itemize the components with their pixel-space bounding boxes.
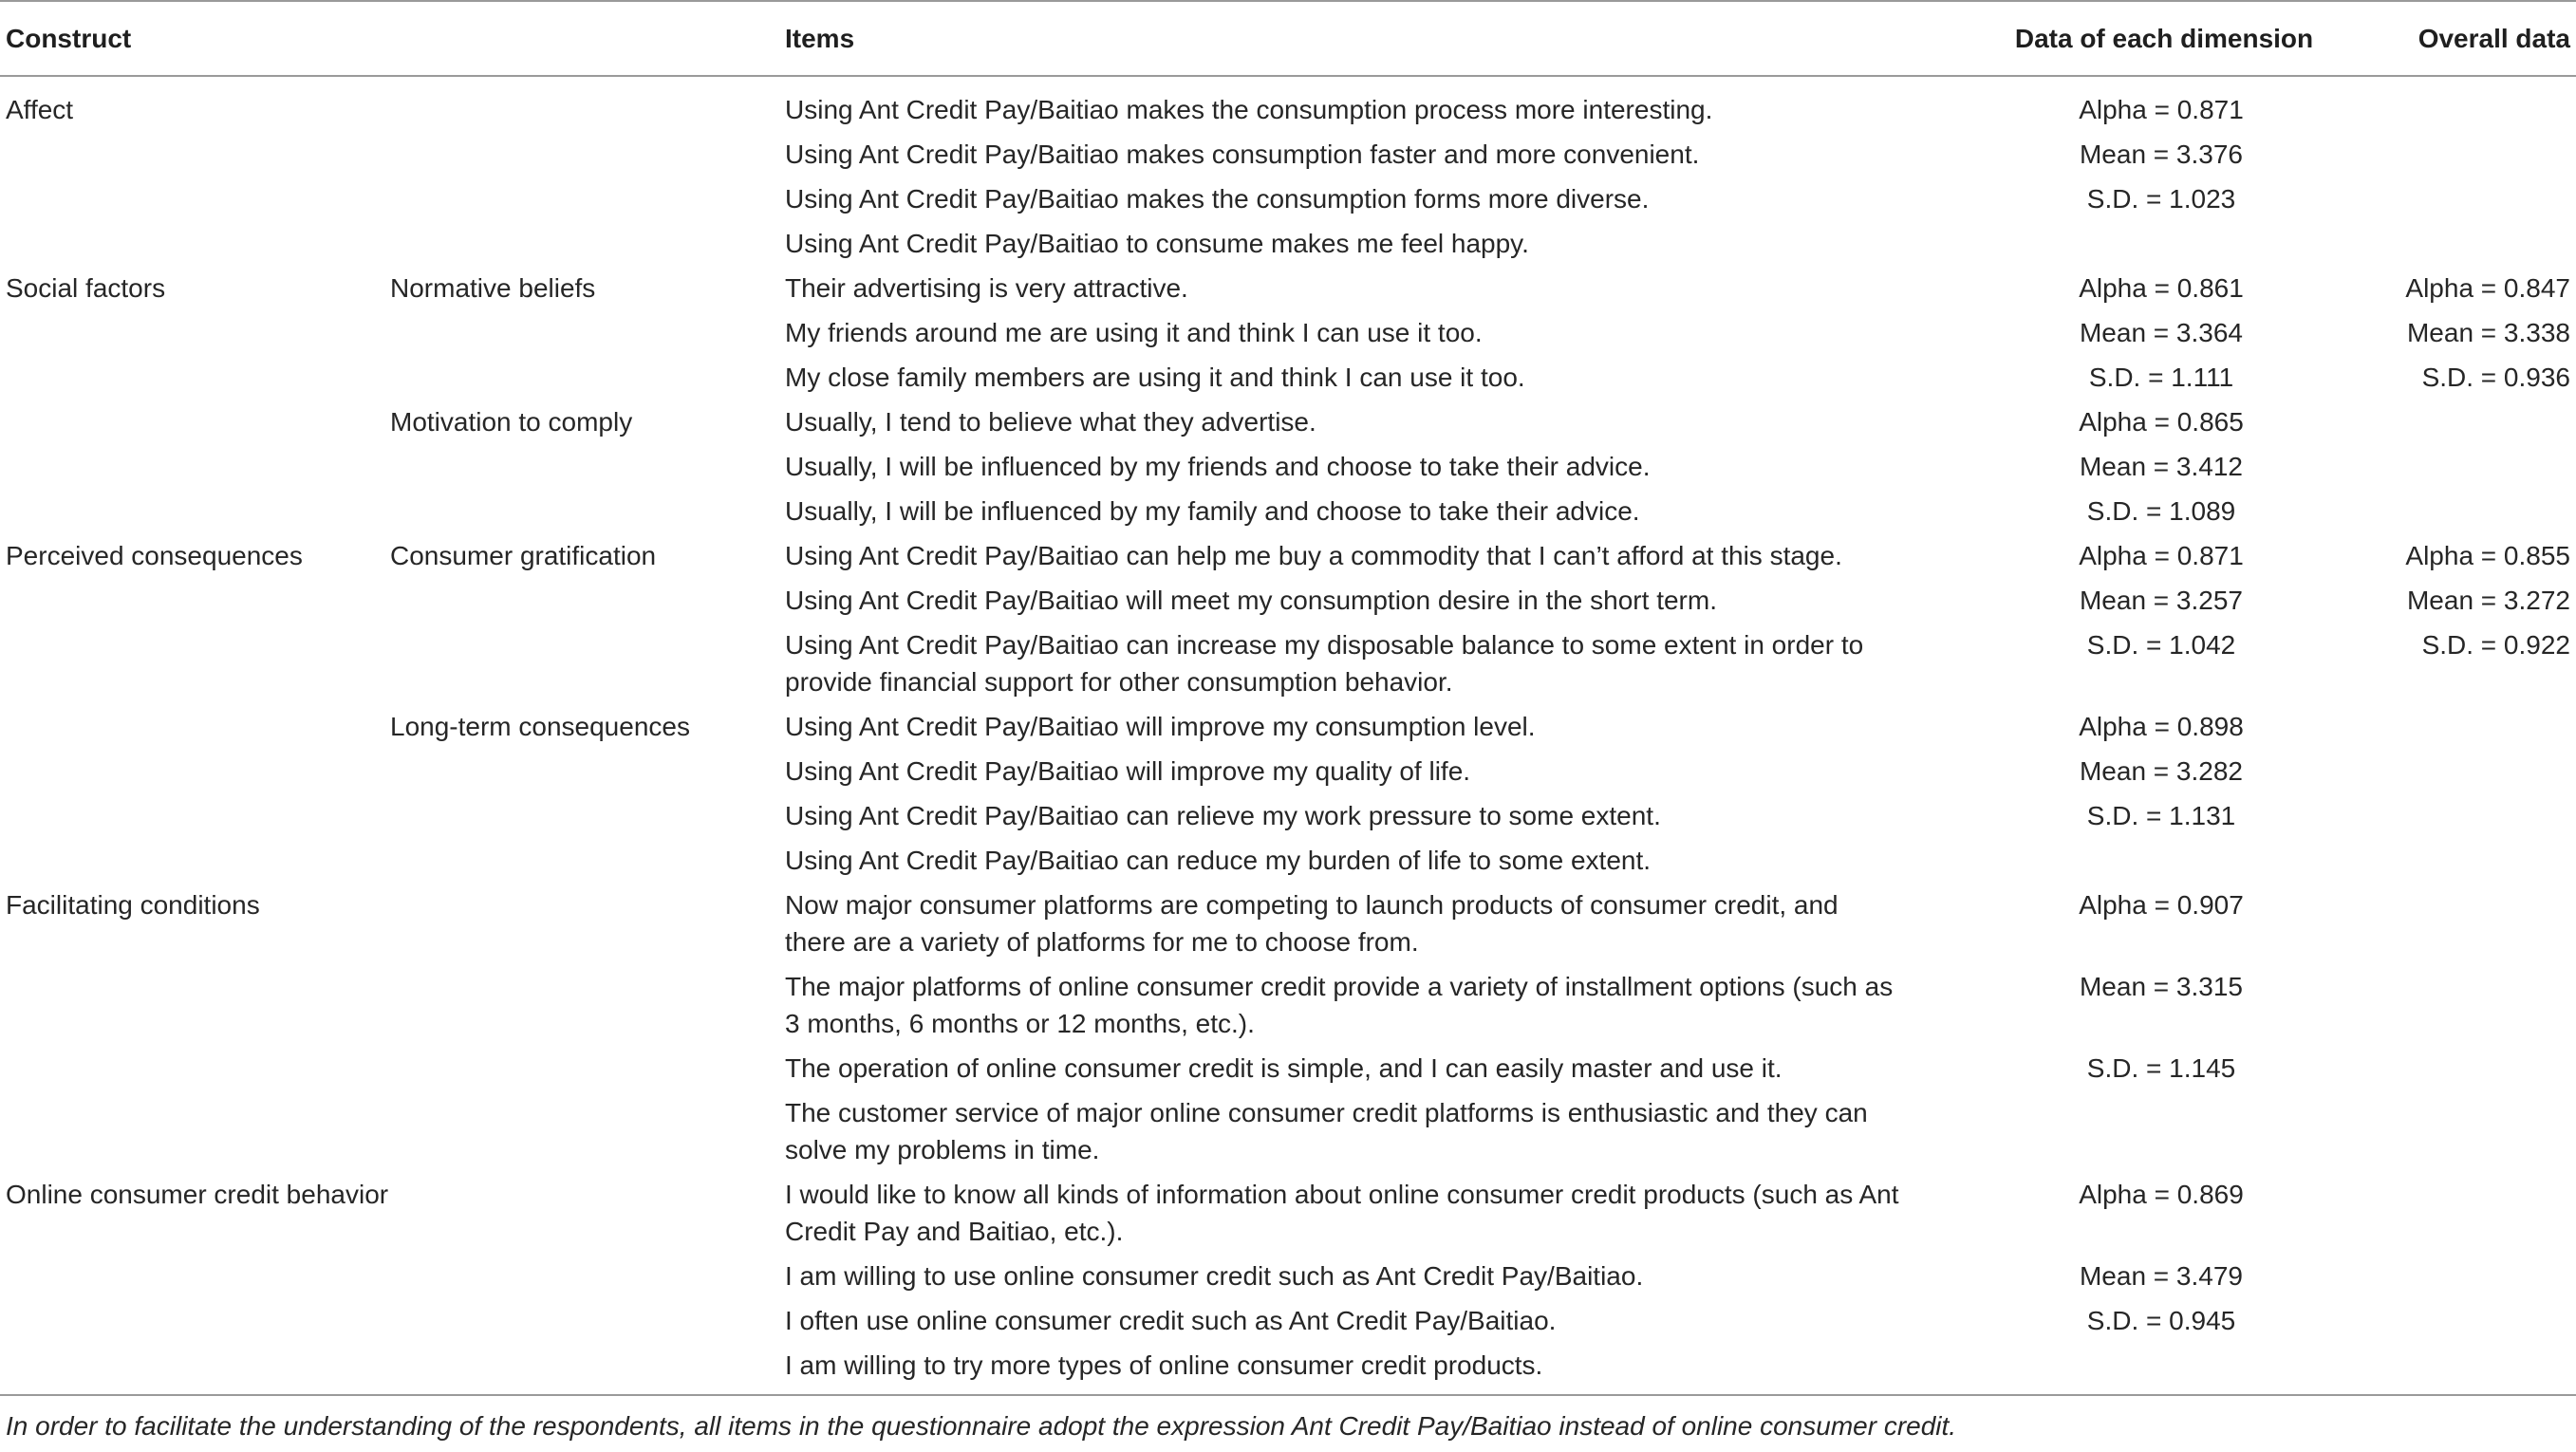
overall-stat-cell: Mean = 3.338 [2406,318,2570,347]
construct-cell [0,578,384,623]
dimension-stat-cell: S.D. = 1.145 [2086,1053,2236,1083]
table-row [0,704,2576,749]
table-row [0,1046,2576,1090]
overall-stat-cell [2377,132,2576,177]
subconstruct-cell [384,623,779,704]
table-row [0,623,2576,704]
construct-cell [0,793,384,838]
subconstruct-cell: Long-term consequences [390,712,690,741]
construct-cell [0,177,384,221]
construct-cell [0,1298,384,1343]
dimension-stat-cell [1946,221,2377,266]
item-cell: My friends around me are using it and think I can use it too. [785,318,1483,347]
item-cell: Usually, I will be influenced by my friends and choose to take their advice. [785,452,1651,481]
overall-stat-cell [2377,76,2576,132]
dimension-stat-cell [1946,838,2377,883]
overall-stat-cell: Mean = 3.272 [2406,586,2570,615]
overall-stat-cell [2377,749,2576,793]
overall-stat-cell [2377,489,2576,533]
dimension-stat-cell: Alpha = 0.869 [2079,1180,2244,1209]
construct-cell: Affect [6,95,74,124]
subconstruct-cell [384,1254,779,1298]
construct-cell [0,704,384,749]
construct-cell [0,838,384,883]
table-row [0,355,2576,400]
dimension-stat-cell: Alpha = 0.907 [2079,890,2244,920]
header-dimension-data: Data of each dimension [1946,1,2377,76]
table-row [0,964,2576,1046]
subconstruct-cell [384,1090,779,1172]
construct-cell: Social factors [6,273,166,303]
item-cell: I would like to know all kinds of information about online consumer credit products (such as Ant Credit Pay and Baitiao, etc.). [785,1180,1899,1246]
subconstruct-cell [384,132,779,177]
subconstruct-cell [384,1172,779,1254]
subconstruct-cell [384,1343,779,1395]
item-cell: Using Ant Credit Pay/Baitiao can reduce my burden of life to some extent. [785,846,1652,875]
table-row [0,132,2576,177]
dimension-stat-cell: Mean = 3.364 [2079,318,2244,347]
construct-cell [0,1090,384,1172]
overall-stat-cell [2377,400,2576,444]
table-row [0,1254,2576,1298]
dimension-stat-cell: Alpha = 0.871 [2079,95,2244,124]
table-row [0,221,2576,266]
overall-stat-cell [2377,177,2576,221]
subconstruct-cell [384,489,779,533]
item-cell: Using Ant Credit Pay/Baitiao makes the consumption process more interesting. [785,95,1713,124]
table-row [0,76,2576,132]
overall-stat-cell [2377,838,2576,883]
item-cell: The operation of online consumer credit is simple, and I can easily master and use it. [785,1053,1783,1083]
item-cell: I am willing to use online consumer credit such as Ant Credit Pay/Baitiao. [785,1261,1644,1291]
item-cell: Now major consumer platforms are competing to launch products of consumer credit, and there are a variety of platforms for me to choose from. [785,890,1839,957]
item-cell: Using Ant Credit Pay/Baitiao to consume makes me feel happy. [785,229,1529,258]
construct-cell [0,221,384,266]
dimension-stat-cell: Mean = 3.257 [2079,586,2244,615]
table-row [0,400,2576,444]
construct-cell [0,310,384,355]
subconstruct-cell [384,793,779,838]
table-row [0,1090,2576,1172]
overall-stat-cell: Alpha = 0.847 [2405,273,2570,303]
table-row [0,749,2576,793]
dimension-stat-cell: Mean = 3.315 [2079,972,2244,1001]
item-cell: I am willing to try more types of online consumer credit products. [779,1343,1946,1395]
subconstruct-cell [384,310,779,355]
subconstruct-cell [384,578,779,623]
construct-cell [0,623,384,704]
table-header [0,1,2576,76]
construct-cell [0,964,384,1046]
item-cell: Their advertising is very attractive. [785,273,1188,303]
item-cell: Using Ant Credit Pay/Baitiao will meet my consumption desire in the short term. [785,586,1717,615]
dimension-stat-cell: Mean = 3.282 [2079,756,2244,786]
overall-stat-cell [2377,704,2576,749]
item-cell: My close family members are using it and think I can use it too. [785,363,1525,392]
construct-cell [0,132,384,177]
construct-cell: Online consumer credit behavior [6,1180,389,1209]
table-footnote: In order to facilitate the understanding of the respondents, all items in the questionnaire adopt the expression Ant Credit Pay/Baitiao instead of online consumer credit. [6,1411,1957,1441]
dimension-stat-cell: S.D. = 0.945 [2086,1306,2236,1335]
subconstruct-cell [384,355,779,400]
construct-cell: Perceived consequences [6,541,303,570]
table-body [0,76,2576,1395]
overall-stat-cell: Alpha = 0.855 [2405,541,2570,570]
overall-stat-cell: S.D. = 0.922 [2421,630,2570,660]
item-cell: Using Ant Credit Pay/Baitiao will improve my consumption level. [785,712,1536,741]
dimension-stat-cell: S.D. = 1.131 [2086,801,2236,830]
overall-stat-cell [2377,1090,2576,1172]
item-cell: Using Ant Credit Pay/Baitiao will improve my quality of life. [785,756,1471,786]
table-row [0,838,2576,883]
dimension-stat-cell: S.D. = 1.089 [2086,496,2236,526]
table-row [0,266,2576,310]
item-cell: I often use online consumer credit such as Ant Credit Pay/Baitiao. [785,1306,1557,1335]
item-cell: Using Ant Credit Pay/Baitiao makes consumption faster and more convenient. [785,140,1700,169]
table-row [0,310,2576,355]
overall-stat-cell [2377,1298,2576,1343]
construct-cell [0,1046,384,1090]
item-cell: Using Ant Credit Pay/Baitiao can relieve my work pressure to some extent. [785,801,1661,830]
dimension-stat-cell [1946,1343,2377,1395]
overall-stat-cell [2377,1343,2576,1395]
overall-stat-cell [2377,1172,2576,1254]
construct-cell: Facilitating conditions [6,890,260,920]
item-cell: The customer service of major online consumer credit platforms is enthusiastic and they can solve my problems in time. [785,1098,1868,1164]
table-row [0,177,2576,221]
table-row [0,578,2576,623]
overall-stat-cell: S.D. = 0.936 [2421,363,2570,392]
item-cell: Usually, I tend to believe what they advertise. [785,407,1316,437]
item-cell: Usually, I will be influenced by my family and choose to take their advice. [785,496,1640,526]
table-row [0,1298,2576,1343]
table-row [0,533,2576,578]
table-row [0,793,2576,838]
overall-stat-cell [2377,1046,2576,1090]
construct-cell [0,749,384,793]
dimension-stat-cell: Alpha = 0.861 [2079,273,2244,303]
dimension-stat-cell: S.D. = 1.111 [2088,363,2234,392]
construct-cell [0,400,384,444]
subconstruct-cell [384,177,779,221]
dimension-stat-cell: S.D. = 1.023 [2086,184,2236,214]
subconstruct-cell [384,1046,779,1090]
dimension-stat-cell [1946,1090,2377,1172]
subconstruct-cell [384,749,779,793]
table-row [0,489,2576,533]
header-overall-data: Overall data [2377,1,2576,76]
dimension-stat-cell: Mean = 3.412 [2079,452,2244,481]
overall-stat-cell [2377,444,2576,489]
subconstruct-cell [384,444,779,489]
construct-cell [0,355,384,400]
item-cell: The major platforms of online consumer credit provide a variety of installment options (such as 3 months, 6 months or 12 months, etc.). [785,972,1894,1038]
construct-cell [0,1343,384,1395]
construct-cell [0,489,384,533]
subconstruct-cell [384,221,779,266]
header-row [0,1,2576,76]
subconstruct-cell [384,1298,779,1343]
subconstruct-cell [384,838,779,883]
subconstruct-cell: Motivation to comply [390,407,633,437]
construct-cell [0,1254,384,1298]
subconstruct-cell: Normative beliefs [390,273,596,303]
header-items: Items [779,1,1946,76]
item-cell: Using Ant Credit Pay/Baitiao can help me buy a commodity that I can’t afford at this stage. [785,541,1842,570]
subconstruct-cell [384,883,779,964]
dimension-stat-cell: Alpha = 0.898 [2079,712,2244,741]
construct-cell [0,444,384,489]
header-subconstruct [384,1,779,76]
header-construct: Construct [0,1,384,76]
dimension-stat-cell: Alpha = 0.865 [2079,407,2244,437]
subconstruct-cell: Consumer gratification [390,541,657,570]
overall-stat-cell [2377,793,2576,838]
dimension-stat-cell: S.D. = 1.042 [2086,630,2236,660]
subconstruct-cell [384,964,779,1046]
overall-stat-cell [2377,883,2576,964]
table-row [0,1343,2576,1395]
overall-stat-cell [2377,964,2576,1046]
table-row [0,1172,2576,1254]
dimension-stat-cell: Alpha = 0.871 [2079,541,2244,570]
overall-stat-cell [2377,221,2576,266]
overall-stat-cell [2377,1254,2576,1298]
dimension-stat-cell: Mean = 3.376 [2079,140,2244,169]
item-cell: Using Ant Credit Pay/Baitiao makes the consumption forms more diverse. [785,184,1650,214]
subconstruct-cell [384,76,779,132]
item-cell: Using Ant Credit Pay/Baitiao can increase my disposable balance to some extent in order to provide financial support for other consumption behavior. [785,630,1864,697]
dimension-stat-cell: Mean = 3.479 [2079,1261,2244,1291]
table-row [0,444,2576,489]
table-row [0,883,2576,964]
